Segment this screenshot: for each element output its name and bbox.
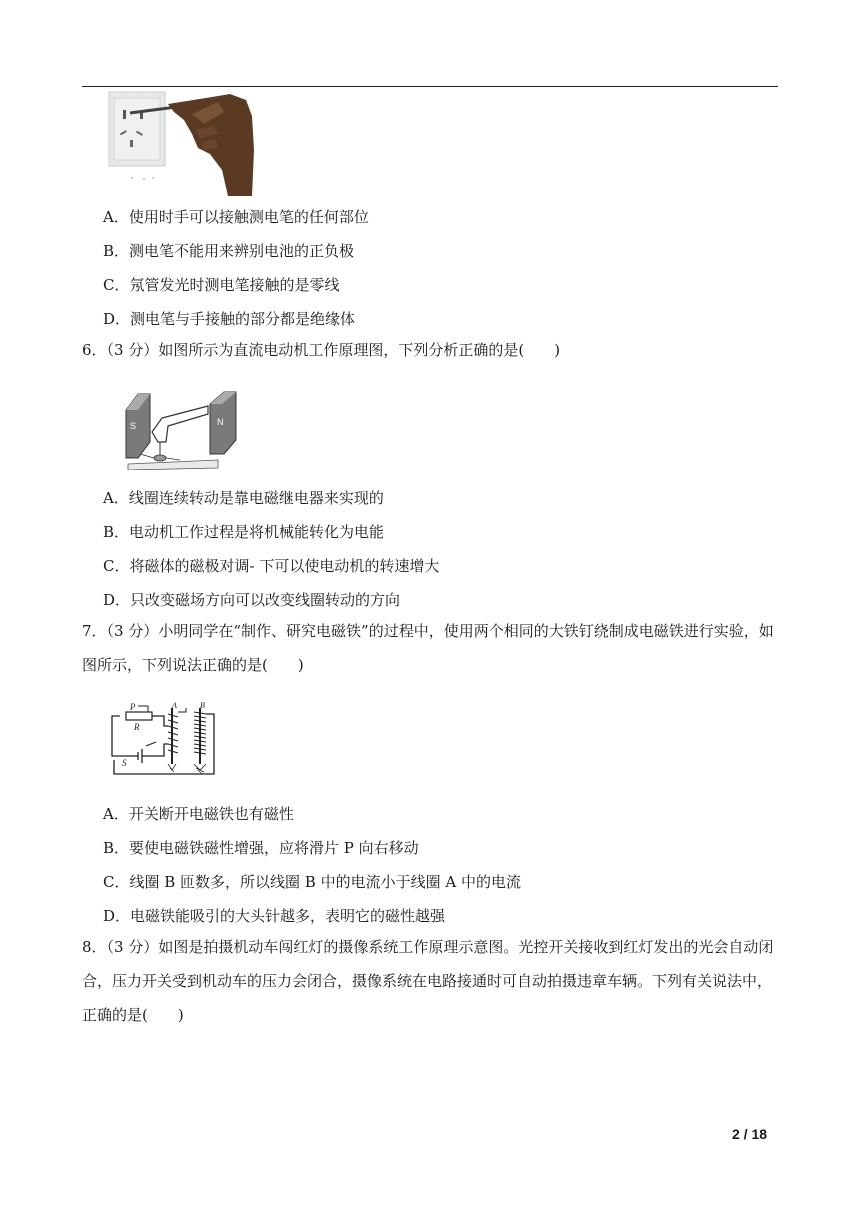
question-8-stem: 8．（3 分）如图是拍摄机动车闯红灯的摄像系统工作原理示意图。光控开关接收到红灯发出的光会自动闭合，压力开关受到机动车的压力会闭合，摄像系统在电路接通时可自动拍摄违章车辆。下列有关说法中，正确的是( ) (82, 938, 774, 1024)
q6-option-c: C．将磁体的磁极对调- 下可以使电动机的转速增大 (103, 557, 440, 575)
question-6-stem: 6．（3 分）如图所示为直流电动机工作原理图，下列分析正确的是( ) (82, 341, 561, 359)
test-pen-photo (106, 90, 256, 196)
electromagnet-circuit-diagram (108, 700, 220, 776)
slider-p-label: P (130, 702, 136, 712)
q7-option-b: B．要使电磁铁磁性增强，应将滑片 P 向右移动 (103, 839, 419, 857)
header-rule (82, 86, 778, 87)
page-number: 2 / 18 (732, 1126, 768, 1142)
coil-b-label: B (200, 701, 205, 710)
q7-option-a: A．开关断开电磁铁也有磁性 (103, 805, 294, 823)
resistor-r-label: R (134, 722, 140, 732)
q6-option-d: D．只改变磁场方向可以改变线圈转动的方向 (103, 591, 401, 609)
coil-a-label: A (172, 701, 177, 710)
q7-option-c: C．线圈 B 匝数多，所以线圈 B 中的电流小于线圈 A 中的电流 (103, 873, 521, 891)
magnet-s-label: S (130, 421, 137, 431)
q7-option-d: D．电磁铁能吸引的大头针越多，表明它的磁性越强 (103, 907, 446, 925)
q6-option-b: B．电动机工作过程是将机械能转化为电能 (103, 523, 385, 541)
q6-option-a: A．线圈连续转动是靠电磁继电器来实现的 (103, 489, 384, 507)
switch-s-label: S (122, 758, 127, 768)
q5-option-b: B．测电笔不能用来辨别电池的正负极 (103, 242, 355, 260)
q5-option-c: C．氖管发光时测电笔接触的是零线 (103, 276, 340, 294)
dc-motor-diagram (120, 384, 240, 470)
q5-option-d: D．测电笔与手接触的部分都是绝缘体 (103, 310, 356, 328)
magnet-n-label: N (217, 417, 224, 427)
q5-option-a: A．使用时手可以接触测电笔的任何部位 (103, 208, 369, 226)
question-7-stem: 7．（3 分）小明同学在“制作、研究电磁铁”的过程中，使用两个相同的大铁钉绕制成电磁铁进行实验，如图所示，下列说法正确的是( ) (82, 622, 774, 674)
